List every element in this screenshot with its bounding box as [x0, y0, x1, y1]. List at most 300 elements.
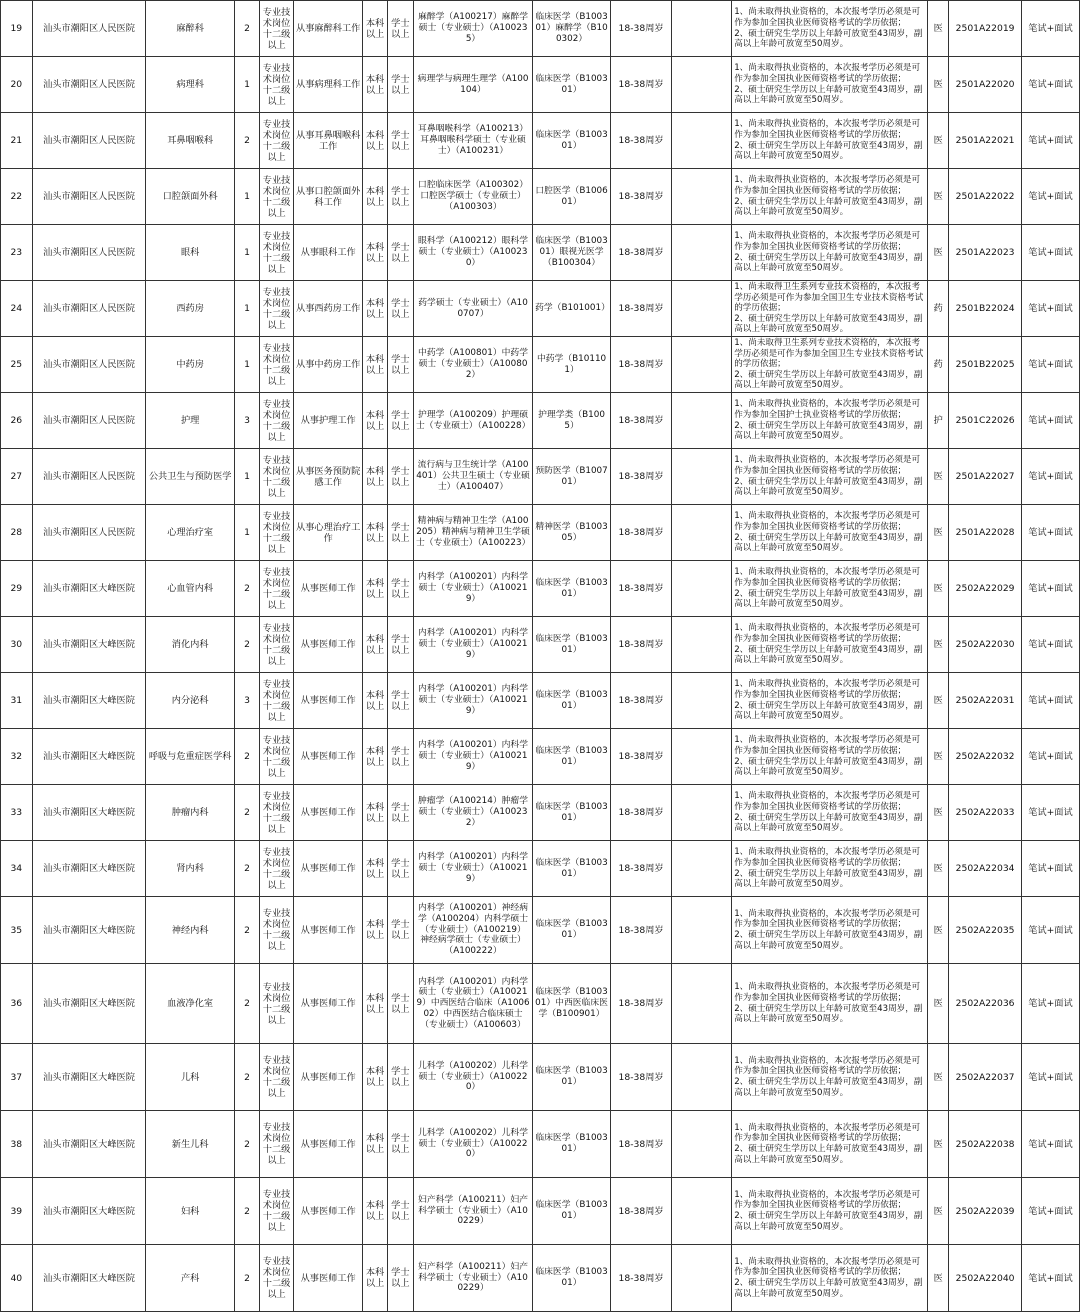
employer-name: 汕头市潮阳区人民医院: [32, 169, 146, 225]
age-requirement: 18-38周岁: [611, 1044, 672, 1111]
undergraduate-major: 药学（B101001）: [533, 281, 611, 337]
department: 中药房: [146, 337, 235, 393]
post-category: 医: [928, 673, 949, 729]
other-conditions: 1、尚未取得执业资格的，本次报考学历必须是可作为参加全国执业医师资格考试的学历依据； 2、硕士研究生学历以上年龄可放宽至43周岁，副高以上年龄可放宽至50周岁。: [732, 449, 928, 505]
post-category: 医: [928, 561, 949, 617]
post-level: 专业技术岗位十二级以上: [260, 1111, 294, 1178]
row-number: 22: [1, 169, 33, 225]
post-category: 医: [928, 1044, 949, 1111]
other-conditions: 1、尚未取得执业资格的，本次报考学历必须是可作为参加全国执业医师资格考试的学历依据； 2、硕士研究生学历以上年龄可放宽至43周岁，副高以上年龄可放宽至50周岁。: [732, 841, 928, 897]
postgraduate-major: 病理学与病理生理学（A100104）: [414, 57, 533, 113]
employer-name: 汕头市潮阳区人民医院: [32, 113, 146, 169]
department: 口腔颌面外科: [146, 169, 235, 225]
other-conditions: 1、尚未取得卫生系列专业技术资格的，本次报考学历必须是可作为参加全国卫生专业技术资格考试的学历依据； 2、硕士研究生学历以上年龄可放宽至43周岁，副高以上年龄可放宽至50周岁。: [732, 281, 928, 337]
job-duty: 从事医师工作: [293, 964, 363, 1044]
post-category: 医: [928, 449, 949, 505]
exam-method: 笔试+面试: [1021, 1245, 1079, 1312]
post-category: 医: [928, 57, 949, 113]
other-conditions: 1、尚未取得执业资格的，本次报考学历必须是可作为参加全国执业医师资格考试的学历依据； 2、硕士研究生学历以上年龄可放宽至43周岁，副高以上年龄可放宽至50周岁。: [732, 225, 928, 281]
exam-method: 笔试+面试: [1021, 729, 1079, 785]
department: 病理科: [146, 57, 235, 113]
employer-name: 汕头市潮阳区人民医院: [32, 281, 146, 337]
employer-name: 汕头市潮阳区人民医院: [32, 393, 146, 449]
degree-requirement: 学士以上: [387, 57, 413, 113]
department: 耳鼻咽喉科: [146, 113, 235, 169]
post-code: 2501A22020: [949, 57, 1022, 113]
undergraduate-major: 预防医学（B100701）: [533, 449, 611, 505]
department: 西药房: [146, 281, 235, 337]
undergraduate-major: 临床医学（B100301）: [533, 57, 611, 113]
other-requirement: [672, 964, 732, 1044]
other-requirement: [672, 113, 732, 169]
other-conditions: 1、尚未取得执业资格的，本次报考学历必须是可作为参加全国执业医师资格考试的学历依据； 2、硕士研究生学历以上年龄可放宽至43周岁，副高以上年龄可放宽至50周岁。: [732, 1178, 928, 1245]
education-requirement: 本科以上: [363, 729, 387, 785]
post-code: 2501A22022: [949, 169, 1022, 225]
row-number: 35: [1, 897, 33, 964]
education-requirement: 本科以上: [363, 113, 387, 169]
other-conditions: 1、尚未取得执业资格的，本次报考学历必须是可作为参加全国执业医师资格考试的学历依据； 2、硕士研究生学历以上年龄可放宽至43周岁，副高以上年龄可放宽至50周岁。: [732, 561, 928, 617]
education-requirement: 本科以上: [363, 281, 387, 337]
row-number: 40: [1, 1245, 33, 1312]
postgraduate-major: 内科学（A100201）内科学硕士（专业硕士）（A100219）: [414, 617, 533, 673]
undergraduate-major: 临床医学（B100301）: [533, 1111, 611, 1178]
degree-requirement: 学士以上: [387, 505, 413, 561]
other-requirement: [672, 393, 732, 449]
education-requirement: 本科以上: [363, 1044, 387, 1111]
job-duty: 从事医师工作: [293, 1245, 363, 1312]
hiring-count: 3: [234, 393, 259, 449]
education-requirement: 本科以上: [363, 337, 387, 393]
job-duty: 从事医师工作: [293, 729, 363, 785]
other-requirement: [672, 169, 732, 225]
post-level: 专业技术岗位十二级以上: [260, 169, 294, 225]
other-conditions: 1、尚未取得执业资格的，本次报考学历必须是可作为参加全国执业医师资格考试的学历依据； 2、硕士研究生学历以上年龄可放宽至43周岁，副高以上年龄可放宽至50周岁。: [732, 1111, 928, 1178]
postgraduate-major: 耳鼻咽喉科学（A100213）耳鼻咽喉科学硕士（专业硕士）（A100231）: [414, 113, 533, 169]
post-level: 专业技术岗位十二级以上: [260, 729, 294, 785]
education-requirement: 本科以上: [363, 449, 387, 505]
table-row: [1, 57, 1080, 113]
post-category: 医: [928, 729, 949, 785]
employer-name: 汕头市潮阳区人民医院: [32, 337, 146, 393]
exam-method: 笔试+面试: [1021, 673, 1079, 729]
hiring-count: 2: [234, 897, 259, 964]
post-level: 专业技术岗位十二级以上: [260, 1, 294, 57]
table-row: [1, 617, 1080, 673]
post-category: 医: [928, 1245, 949, 1312]
age-requirement: 18-38周岁: [611, 393, 672, 449]
job-duty: 从事西药房工作: [293, 281, 363, 337]
employer-name: 汕头市潮阳区大峰医院: [32, 673, 146, 729]
degree-requirement: 学士以上: [387, 841, 413, 897]
hiring-count: 2: [234, 785, 259, 841]
undergraduate-major: 临床医学（B100301）麻醉学（B100302）: [533, 1, 611, 57]
post-code: 2501A22023: [949, 225, 1022, 281]
exam-method: 笔试+面试: [1021, 169, 1079, 225]
education-requirement: 本科以上: [363, 57, 387, 113]
other-conditions: 1、尚未取得执业资格的，本次报考学历必须是可作为参加全国执业医师资格考试的学历依据； 2、硕士研究生学历以上年龄可放宽至43周岁，副高以上年龄可放宽至50周岁。: [732, 673, 928, 729]
table-row: [1, 1, 1080, 57]
degree-requirement: 学士以上: [387, 225, 413, 281]
post-level: 专业技术岗位十二级以上: [260, 1178, 294, 1245]
post-code: 2502A22033: [949, 785, 1022, 841]
postgraduate-major: 药学硕士（专业硕士）（A100707）: [414, 281, 533, 337]
other-conditions: 1、尚未取得执业资格的，本次报考学历必须是可作为参加全国护士执业资格考试的学历依据； 2、硕士研究生学历以上年龄可放宽至43周岁，副高以上年龄可放宽至50周岁。: [732, 393, 928, 449]
employer-name: 汕头市潮阳区大峰医院: [32, 617, 146, 673]
post-level: 专业技术岗位十二级以上: [260, 449, 294, 505]
post-category: 药: [928, 337, 949, 393]
job-duty: 从事医师工作: [293, 897, 363, 964]
other-requirement: [672, 617, 732, 673]
post-code: 2502A22031: [949, 673, 1022, 729]
other-requirement: [672, 561, 732, 617]
job-duty: 从事医师工作: [293, 1044, 363, 1111]
undergraduate-major: 临床医学（B100301）: [533, 617, 611, 673]
exam-method: 笔试+面试: [1021, 617, 1079, 673]
row-number: 25: [1, 337, 33, 393]
postgraduate-major: 内科学（A100201）内科学硕士（专业硕士）（A100219）: [414, 729, 533, 785]
post-code: 2502A22030: [949, 617, 1022, 673]
row-number: 39: [1, 1178, 33, 1245]
education-requirement: 本科以上: [363, 1178, 387, 1245]
degree-requirement: 学士以上: [387, 1044, 413, 1111]
post-code: 2501A22028: [949, 505, 1022, 561]
post-code: 2501C22026: [949, 393, 1022, 449]
education-requirement: 本科以上: [363, 897, 387, 964]
other-requirement: [672, 449, 732, 505]
degree-requirement: 学士以上: [387, 1111, 413, 1178]
degree-requirement: 学士以上: [387, 393, 413, 449]
exam-method: 笔试+面试: [1021, 393, 1079, 449]
employer-name: 汕头市潮阳区大峰医院: [32, 1111, 146, 1178]
post-category: 药: [928, 281, 949, 337]
education-requirement: 本科以上: [363, 673, 387, 729]
hiring-count: 1: [234, 449, 259, 505]
table-row: [1, 561, 1080, 617]
degree-requirement: 学士以上: [387, 673, 413, 729]
undergraduate-major: 中药学（B101101）: [533, 337, 611, 393]
hiring-count: 1: [234, 169, 259, 225]
age-requirement: 18-38周岁: [611, 57, 672, 113]
post-level: 专业技术岗位十二级以上: [260, 225, 294, 281]
row-number: 26: [1, 393, 33, 449]
employer-name: 汕头市潮阳区大峰医院: [32, 897, 146, 964]
undergraduate-major: 口腔医学（B100601）: [533, 169, 611, 225]
table-row: [1, 505, 1080, 561]
degree-requirement: 学士以上: [387, 964, 413, 1044]
department: 麻醉科: [146, 1, 235, 57]
post-code: 2502A22035: [949, 897, 1022, 964]
department: 公共卫生与预防医学: [146, 449, 235, 505]
undergraduate-major: 临床医学（B100301）: [533, 673, 611, 729]
table-row: [1, 393, 1080, 449]
degree-requirement: 学士以上: [387, 449, 413, 505]
age-requirement: 18-38周岁: [611, 897, 672, 964]
exam-method: 笔试+面试: [1021, 449, 1079, 505]
row-number: 23: [1, 225, 33, 281]
row-number: 38: [1, 1111, 33, 1178]
education-requirement: 本科以上: [363, 785, 387, 841]
department: 产科: [146, 1245, 235, 1312]
table-row: [1, 169, 1080, 225]
education-requirement: 本科以上: [363, 841, 387, 897]
job-duty: 从事麻醉科工作: [293, 1, 363, 57]
post-category: 医: [928, 1111, 949, 1178]
post-category: 医: [928, 113, 949, 169]
employer-name: 汕头市潮阳区大峰医院: [32, 561, 146, 617]
age-requirement: 18-38周岁: [611, 169, 672, 225]
post-code: 2501B22025: [949, 337, 1022, 393]
row-number: 32: [1, 729, 33, 785]
other-requirement: [672, 337, 732, 393]
age-requirement: 18-38周岁: [611, 964, 672, 1044]
post-code: 2502A22038: [949, 1111, 1022, 1178]
other-requirement: [672, 1178, 732, 1245]
row-number: 28: [1, 505, 33, 561]
postgraduate-major: 儿科学（A100202）儿科学硕士（专业硕士）（A100220）: [414, 1111, 533, 1178]
hiring-count: 1: [234, 337, 259, 393]
postgraduate-major: 口腔临床医学（A100302）口腔医学硕士（专业硕士）（A100303）: [414, 169, 533, 225]
degree-requirement: 学士以上: [387, 337, 413, 393]
table-row: [1, 1245, 1080, 1312]
exam-method: 笔试+面试: [1021, 225, 1079, 281]
hiring-count: 3: [234, 673, 259, 729]
department: 肿瘤内科: [146, 785, 235, 841]
other-requirement: [672, 673, 732, 729]
age-requirement: 18-38周岁: [611, 1111, 672, 1178]
department: 心血管内科: [146, 561, 235, 617]
degree-requirement: 学士以上: [387, 561, 413, 617]
other-requirement: [672, 281, 732, 337]
postgraduate-major: 妇产科学（A100211）妇产科学硕士（专业硕士）（A100229）: [414, 1178, 533, 1245]
post-category: 医: [928, 225, 949, 281]
table-row: [1, 785, 1080, 841]
undergraduate-major: 临床医学（B100301）: [533, 841, 611, 897]
post-code: 2502A22029: [949, 561, 1022, 617]
department: 心理治疗室: [146, 505, 235, 561]
row-number: 37: [1, 1044, 33, 1111]
undergraduate-major: 临床医学（B100301）: [533, 785, 611, 841]
department: 眼科: [146, 225, 235, 281]
other-conditions: 1、尚未取得执业资格的，本次报考学历必须是可作为参加全国执业医师资格考试的学历依据； 2、硕士研究生学历以上年龄可放宽至43周岁，副高以上年龄可放宽至50周岁。: [732, 57, 928, 113]
undergraduate-major: 临床医学（B100301）: [533, 897, 611, 964]
employer-name: 汕头市潮阳区人民医院: [32, 225, 146, 281]
job-duty: 从事医师工作: [293, 673, 363, 729]
post-code: 2501A22027: [949, 449, 1022, 505]
department: 血液净化室: [146, 964, 235, 1044]
post-level: 专业技术岗位十二级以上: [260, 673, 294, 729]
table-row: [1, 841, 1080, 897]
hiring-count: 2: [234, 964, 259, 1044]
row-number: 21: [1, 113, 33, 169]
age-requirement: 18-38周岁: [611, 729, 672, 785]
table-row: [1, 1111, 1080, 1178]
post-category: 医: [928, 897, 949, 964]
employer-name: 汕头市潮阳区人民医院: [32, 1, 146, 57]
postgraduate-major: 内科学（A100201）内科学硕士（专业硕士）（A100219）: [414, 561, 533, 617]
table-row: [1, 673, 1080, 729]
age-requirement: 18-38周岁: [611, 1, 672, 57]
hiring-count: 1: [234, 225, 259, 281]
education-requirement: 本科以上: [363, 225, 387, 281]
hiring-count: 2: [234, 561, 259, 617]
undergraduate-major: 临床医学（B100301）: [533, 1178, 611, 1245]
age-requirement: 18-38周岁: [611, 617, 672, 673]
post-category: 医: [928, 169, 949, 225]
post-category: 医: [928, 1, 949, 57]
table-row: [1, 281, 1080, 337]
department: 新生儿科: [146, 1111, 235, 1178]
education-requirement: 本科以上: [363, 1245, 387, 1312]
post-level: 专业技术岗位十二级以上: [260, 113, 294, 169]
exam-method: 笔试+面试: [1021, 1044, 1079, 1111]
job-duty: 从事眼科工作: [293, 225, 363, 281]
age-requirement: 18-38周岁: [611, 113, 672, 169]
age-requirement: 18-38周岁: [611, 225, 672, 281]
degree-requirement: 学士以上: [387, 1178, 413, 1245]
other-requirement: [672, 1044, 732, 1111]
post-level: 专业技术岗位十二级以上: [260, 1044, 294, 1111]
education-requirement: 本科以上: [363, 617, 387, 673]
other-requirement: [672, 897, 732, 964]
degree-requirement: 学士以上: [387, 785, 413, 841]
department: 呼吸与危重症医学科: [146, 729, 235, 785]
job-duty: 从事医师工作: [293, 561, 363, 617]
other-conditions: 1、尚未取得执业资格的，本次报考学历必须是可作为参加全国执业医师资格考试的学历依据； 2、硕士研究生学历以上年龄可放宽至43周岁，副高以上年龄可放宽至50周岁。: [732, 964, 928, 1044]
exam-method: 笔试+面试: [1021, 897, 1079, 964]
other-requirement: [672, 57, 732, 113]
post-level: 专业技术岗位十二级以上: [260, 785, 294, 841]
other-conditions: 1、尚未取得执业资格的，本次报考学历必须是可作为参加全国执业医师资格考试的学历依据； 2、硕士研究生学历以上年龄可放宽至43周岁，副高以上年龄可放宽至50周岁。: [732, 1044, 928, 1111]
other-conditions: 1、尚未取得执业资格的，本次报考学历必须是可作为参加全国执业医师资格考试的学历依据； 2、硕士研究生学历以上年龄可放宽至43周岁，副高以上年龄可放宽至50周岁。: [732, 1, 928, 57]
job-duty: 从事口腔颌面外科工作: [293, 169, 363, 225]
post-category: 医: [928, 785, 949, 841]
exam-method: 笔试+面试: [1021, 964, 1079, 1044]
undergraduate-major: 护理学类（B1005）: [533, 393, 611, 449]
exam-method: 笔试+面试: [1021, 337, 1079, 393]
post-level: 专业技术岗位十二级以上: [260, 841, 294, 897]
employer-name: 汕头市潮阳区大峰医院: [32, 841, 146, 897]
post-code: 2502A22040: [949, 1245, 1022, 1312]
department: 护理: [146, 393, 235, 449]
age-requirement: 18-38周岁: [611, 785, 672, 841]
post-category: 医: [928, 617, 949, 673]
table-row: [1, 729, 1080, 785]
other-conditions: 1、尚未取得执业资格的，本次报考学历必须是可作为参加全国执业医师资格考试的学历依据； 2、硕士研究生学历以上年龄可放宽至43周岁，副高以上年龄可放宽至50周岁。: [732, 785, 928, 841]
other-requirement: [672, 841, 732, 897]
post-level: 专业技术岗位十二级以上: [260, 505, 294, 561]
hiring-count: 2: [234, 1178, 259, 1245]
job-duty: 从事医师工作: [293, 841, 363, 897]
row-number: 20: [1, 57, 33, 113]
department: 妇科: [146, 1178, 235, 1245]
undergraduate-major: 临床医学（B100301）: [533, 729, 611, 785]
other-conditions: 1、尚未取得执业资格的，本次报考学历必须是可作为参加全国执业医师资格考试的学历依据； 2、硕士研究生学历以上年龄可放宽至43周岁，副高以上年龄可放宽至50周岁。: [732, 113, 928, 169]
degree-requirement: 学士以上: [387, 729, 413, 785]
other-conditions: 1、尚未取得执业资格的，本次报考学历必须是可作为参加全国执业医师资格考试的学历依据； 2、硕士研究生学历以上年龄可放宽至43周岁，副高以上年龄可放宽至50周岁。: [732, 505, 928, 561]
exam-method: 笔试+面试: [1021, 57, 1079, 113]
department: 儿科: [146, 1044, 235, 1111]
age-requirement: 18-38周岁: [611, 1245, 672, 1312]
post-level: 专业技术岗位十二级以上: [260, 1245, 294, 1312]
age-requirement: 18-38周岁: [611, 281, 672, 337]
hiring-count: 1: [234, 281, 259, 337]
other-conditions: 1、尚未取得执业资格的，本次报考学历必须是可作为参加全国执业医师资格考试的学历依据； 2、硕士研究生学历以上年龄可放宽至43周岁，副高以上年龄可放宽至50周岁。: [732, 897, 928, 964]
postgraduate-major: 中药学（A100801）中药学硕士（专业硕士）（A100802）: [414, 337, 533, 393]
post-level: 专业技术岗位十二级以上: [260, 897, 294, 964]
post-level: 专业技术岗位十二级以上: [260, 617, 294, 673]
post-category: 医: [928, 841, 949, 897]
hiring-count: 1: [234, 505, 259, 561]
table-row: [1, 113, 1080, 169]
table-row: [1, 897, 1080, 964]
department: 内分泌科: [146, 673, 235, 729]
post-code: 2502A22032: [949, 729, 1022, 785]
job-duty: 从事病理科工作: [293, 57, 363, 113]
post-category: 医: [928, 964, 949, 1044]
post-category: 医: [928, 1178, 949, 1245]
employer-name: 汕头市潮阳区人民医院: [32, 449, 146, 505]
exam-method: 笔试+面试: [1021, 561, 1079, 617]
row-number: 29: [1, 561, 33, 617]
job-duty: 从事医师工作: [293, 617, 363, 673]
other-requirement: [672, 1111, 732, 1178]
hiring-count: 2: [234, 1, 259, 57]
degree-requirement: 学士以上: [387, 1, 413, 57]
other-requirement: [672, 785, 732, 841]
education-requirement: 本科以上: [363, 1, 387, 57]
hiring-count: 2: [234, 617, 259, 673]
undergraduate-major: 临床医学（B100301）中西医临床医学（B100901）: [533, 964, 611, 1044]
post-level: 专业技术岗位十二级以上: [260, 281, 294, 337]
other-conditions: 1、尚未取得卫生系列专业技术资格的，本次报考学历必须是可作为参加全国卫生专业技术资格考试的学历依据； 2、硕士研究生学历以上年龄可放宽至43周岁，副高以上年龄可放宽至50周岁。: [732, 337, 928, 393]
row-number: 34: [1, 841, 33, 897]
age-requirement: 18-38周岁: [611, 1178, 672, 1245]
age-requirement: 18-38周岁: [611, 449, 672, 505]
job-duty: 从事心理治疗工作: [293, 505, 363, 561]
post-category: 医: [928, 505, 949, 561]
table-row: [1, 1178, 1080, 1245]
education-requirement: 本科以上: [363, 561, 387, 617]
postgraduate-major: 内科学（A100201）神经病学（A100204）内科学硕士（专业硕士）（A100219）神经病学硕士（专业硕士）（A100222）: [414, 897, 533, 964]
post-code: 2501A22021: [949, 113, 1022, 169]
other-conditions: 1、尚未取得执业资格的，本次报考学历必须是可作为参加全国执业医师资格考试的学历依据； 2、硕士研究生学历以上年龄可放宽至43周岁，副高以上年龄可放宽至50周岁。: [732, 617, 928, 673]
table-row: [1, 964, 1080, 1044]
post-level: 专业技术岗位十二级以上: [260, 393, 294, 449]
other-conditions: 1、尚未取得执业资格的，本次报考学历必须是可作为参加全国执业医师资格考试的学历依据； 2、硕士研究生学历以上年龄可放宽至43周岁，副高以上年龄可放宽至50周岁。: [732, 729, 928, 785]
education-requirement: 本科以上: [363, 964, 387, 1044]
row-number: 27: [1, 449, 33, 505]
education-requirement: 本科以上: [363, 505, 387, 561]
post-code: 2501A22019: [949, 1, 1022, 57]
undergraduate-major: 临床医学（B100301）眼视光医学（B100304）: [533, 225, 611, 281]
postgraduate-major: 流行病与卫生统计学（A100401）公共卫生硕士（专业硕士）（A100407）: [414, 449, 533, 505]
exam-method: 笔试+面试: [1021, 281, 1079, 337]
hiring-count: 2: [234, 1111, 259, 1178]
education-requirement: 本科以上: [363, 1111, 387, 1178]
degree-requirement: 学士以上: [387, 113, 413, 169]
undergraduate-major: 临床医学（B100301）: [533, 1245, 611, 1312]
undergraduate-major: 临床医学（B100301）: [533, 561, 611, 617]
other-conditions: 1、尚未取得执业资格的，本次报考学历必须是可作为参加全国执业医师资格考试的学历依据； 2、硕士研究生学历以上年龄可放宽至43周岁，副高以上年龄可放宽至50周岁。: [732, 1245, 928, 1312]
job-duty: 从事护理工作: [293, 393, 363, 449]
hiring-count: 2: [234, 729, 259, 785]
undergraduate-major: 临床医学（B100301）: [533, 113, 611, 169]
job-duty: 从事医师工作: [293, 1111, 363, 1178]
row-number: 24: [1, 281, 33, 337]
row-number: 33: [1, 785, 33, 841]
other-requirement: [672, 225, 732, 281]
hiring-count: 2: [234, 1245, 259, 1312]
